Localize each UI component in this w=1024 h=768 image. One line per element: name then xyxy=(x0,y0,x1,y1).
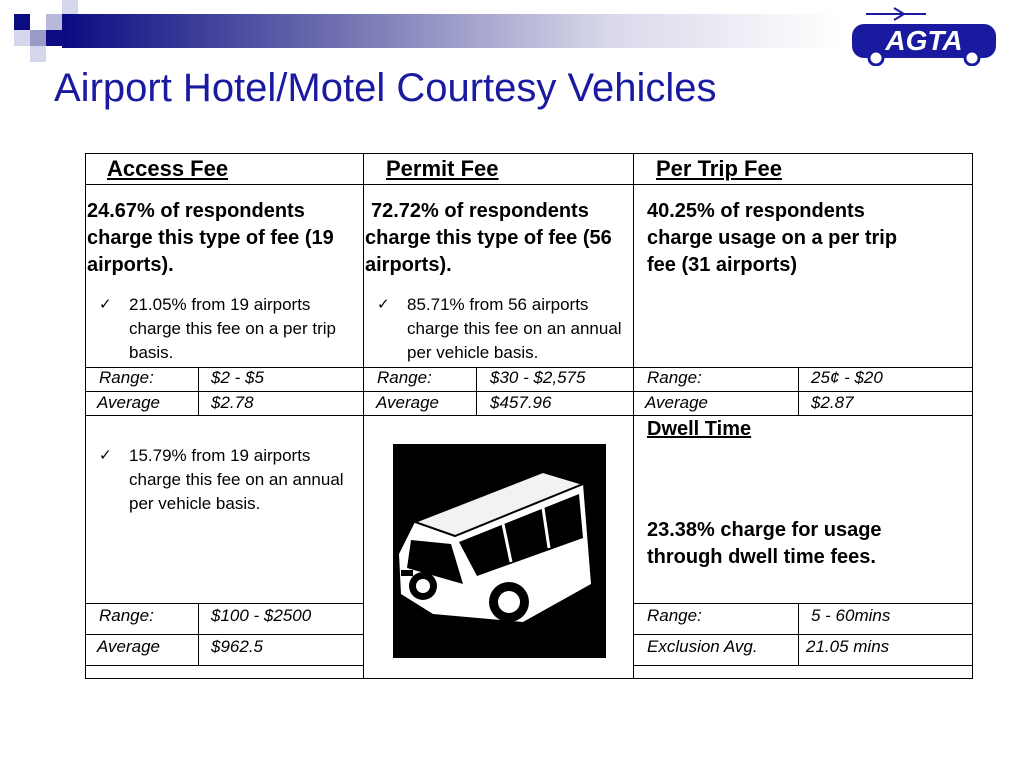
dwell-time-header: Dwell Time xyxy=(647,418,752,440)
access-fee-bullet-2-text: 15.79% from 19 airports charge this fee on an annual per vehicle basis. xyxy=(129,446,344,513)
dwell-range-value: 5 - 60mins xyxy=(811,606,891,625)
permit-fee-bullet-text: 85.71% from 56 airports charge this fee on an annual per vehicle basis. xyxy=(407,295,622,362)
table-rule xyxy=(634,603,973,604)
agta-logo xyxy=(846,4,1002,66)
access-fee-bullet-2 xyxy=(99,444,359,516)
access-average-value: $2.78 xyxy=(211,393,254,412)
permit-fee-bullet xyxy=(377,293,637,365)
title-gradient-bar xyxy=(62,14,842,48)
decor-square xyxy=(30,46,46,62)
permit-fee-summary: 72.72% of respondents charge this type of fee (56 airports). xyxy=(365,200,612,276)
header-permit-fee: Permit Fee xyxy=(386,156,499,181)
table-subcol-rule xyxy=(476,367,477,415)
trip-range-value: 25¢ - $20 xyxy=(811,368,883,387)
table-border xyxy=(85,153,973,154)
access-fee-bullet-text: 21.05% from 19 airports charge this fee on a per trip basis. xyxy=(129,295,336,362)
decor-square xyxy=(14,30,30,46)
access-range-2-value: $100 - $2500 xyxy=(211,606,312,625)
decor-square xyxy=(62,0,78,14)
trip-range-label: Range: xyxy=(647,368,702,387)
dwell-time-text: 23.38% charge for usage through dwell time fees. xyxy=(647,519,882,568)
decor-square xyxy=(46,30,62,46)
permit-range-value: $30 - $2,575 xyxy=(490,368,586,387)
table-rule xyxy=(85,184,973,185)
header-per-trip-fee: Per Trip Fee xyxy=(656,156,782,181)
table-rule xyxy=(85,415,973,416)
table-subcol-rule xyxy=(198,367,199,415)
shuttle-van-icon xyxy=(393,444,606,658)
table-border xyxy=(85,678,973,679)
table-col-rule xyxy=(633,153,634,679)
access-average-2-value: $962.5 xyxy=(211,637,263,656)
access-fee-summary: 24.67% of respondents charge this type of fee (19 airports). xyxy=(87,200,334,276)
permit-average-value: $457.96 xyxy=(490,393,552,412)
table-border xyxy=(85,153,86,679)
table-col-rule xyxy=(363,153,364,679)
checkmark-icon: ✓ xyxy=(99,447,112,464)
decor-square xyxy=(46,14,62,30)
access-range-label: Range: xyxy=(99,368,154,387)
checkmark-icon: ✓ xyxy=(99,296,112,313)
dwell-exclusion-avg-value: 21.05 mins xyxy=(806,637,890,656)
access-average-2-label: Average xyxy=(97,637,161,656)
table-border xyxy=(972,153,973,679)
access-average-label: Average xyxy=(97,393,161,412)
table-rule xyxy=(85,634,363,635)
page-title: Airport Hotel/Motel Courtesy Vehicles xyxy=(54,66,717,110)
header-access-fee: Access Fee xyxy=(107,156,229,181)
table-rule xyxy=(85,391,973,392)
per-trip-fee-summary: 40.25% of respondents charge usage on a per trip fee (31 airports) xyxy=(647,200,898,276)
table-rule xyxy=(634,634,973,635)
trip-average-value: $2.87 xyxy=(811,393,854,412)
checkmark-icon: ✓ xyxy=(377,296,390,313)
table-rule xyxy=(85,603,363,604)
dwell-range-label: Range: xyxy=(647,606,702,625)
table-subcol-rule xyxy=(798,367,799,415)
dwell-exclusion-avg-label: Exclusion Avg. xyxy=(647,637,758,656)
permit-range-label: Range: xyxy=(377,368,432,387)
trip-average-label: Average xyxy=(645,393,709,412)
access-fee-bullet xyxy=(99,293,361,365)
logo-text: AGTA xyxy=(885,25,963,56)
decor-square xyxy=(30,30,46,46)
access-range-2-label: Range: xyxy=(99,606,154,625)
table-rule xyxy=(85,665,363,666)
permit-average-label: Average xyxy=(376,393,440,412)
table-rule xyxy=(634,665,973,666)
table-subcol-rule xyxy=(198,603,199,665)
table-subcol-rule xyxy=(798,603,799,665)
access-range-value: $2 - $5 xyxy=(211,368,264,387)
decor-square xyxy=(14,14,30,30)
